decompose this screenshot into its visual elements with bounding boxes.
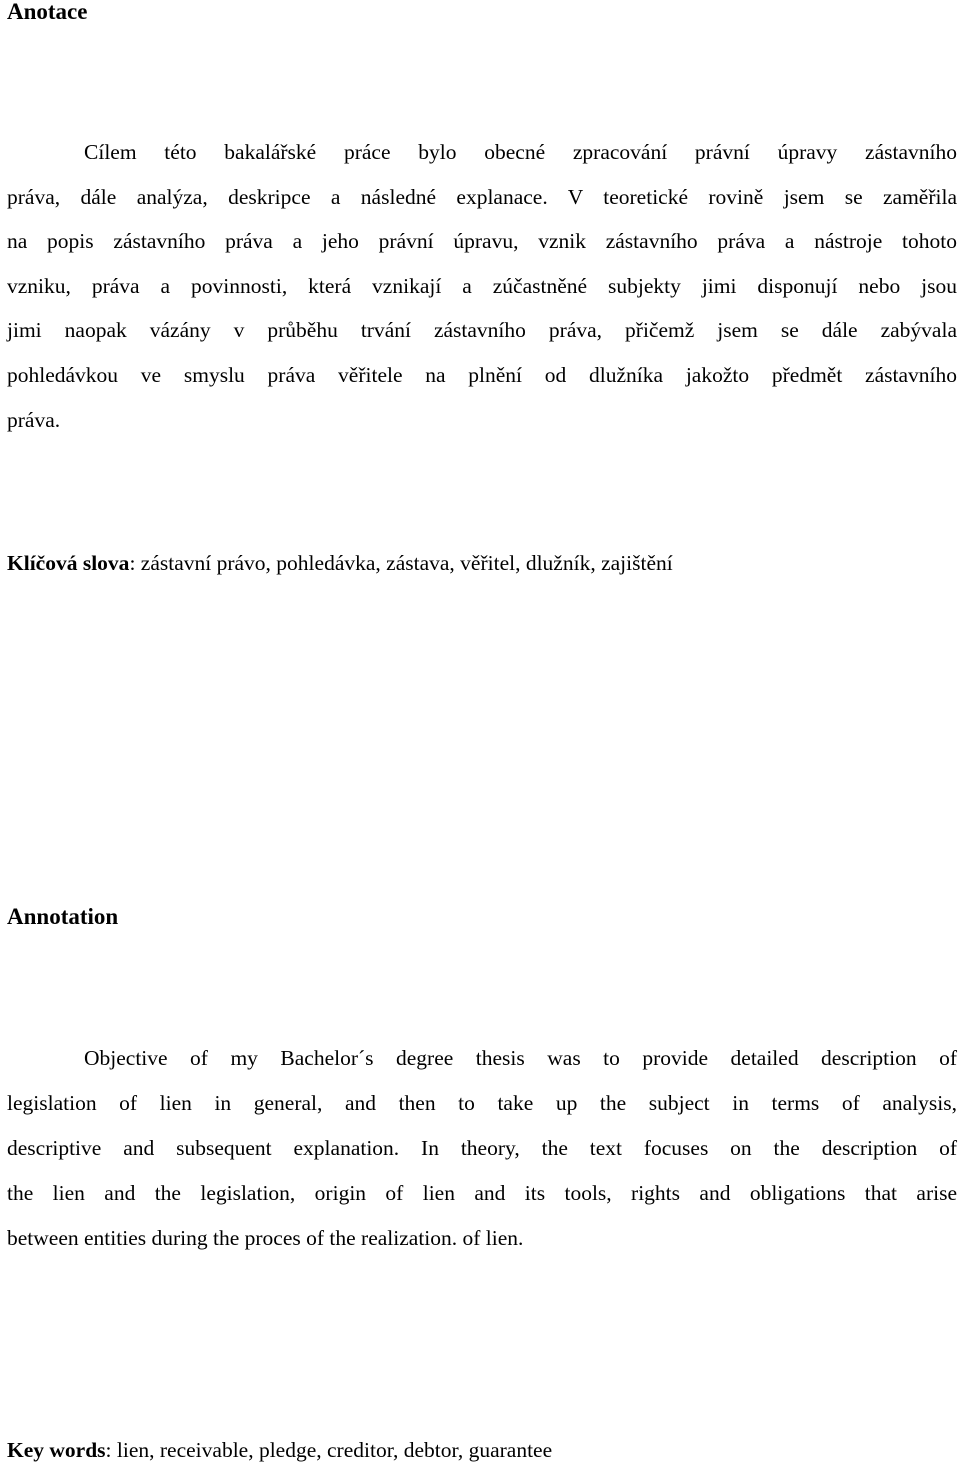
czech-abstract-paragraph xyxy=(7,130,957,442)
english-keywords-label: Key words xyxy=(7,1438,106,1462)
czech-abstract-line: práva. xyxy=(7,407,61,432)
english-keywords-text: : lien, receivable, pledge, creditor, debtor, guarantee xyxy=(105,1438,553,1462)
english-abstract-line: the lien and the legislation, origin of lien and its tools, rights and obligations that arise xyxy=(7,1180,957,1205)
czech-abstract-line: práva, dále analýza, deskripce a následné explanace. V teoretické rovině jsem se zaměřila xyxy=(7,184,957,209)
czech-abstract-line: jimi naopak vázány v průběhu trvání zástavního práva, přičemž jsem se dále zabývala xyxy=(7,318,957,343)
czech-keywords-label: Klíčová slova xyxy=(7,551,130,575)
english-keywords xyxy=(7,1436,552,1464)
czech-abstract-line: pohledávkou ve smyslu práva věřitele na plnění od dlužníka jakožto předmět zástavního xyxy=(7,362,957,387)
czech-abstract-line: na popis zástavního práva a jeho právní úpravu, vznik zástavního práva a nástroje tohoto xyxy=(7,229,957,254)
czech-keywords-text: : zástavní právo, pohledávka, zástava, věřitel, dlužník, zajištění xyxy=(129,551,673,575)
english-abstract-line: between entities during the proces of the realization. of lien. xyxy=(7,1225,524,1250)
czech-abstract-line: vzniku, práva a povinnosti, která vznikají a zúčastněné subjekty jimi disponují nebo jsou xyxy=(7,273,957,298)
czech-abstract-line: Cílem této bakalářské práce bylo obecné zpracování právní úpravy zástavního xyxy=(84,140,957,164)
english-abstract-heading: Annotation xyxy=(7,904,119,929)
english-abstract-paragraph xyxy=(7,1036,957,1261)
english-abstract-line: Objective of my Bachelor´s degree thesis was to provide detailed description of xyxy=(84,1046,957,1070)
english-abstract-line: descriptive and subsequent explanation. In theory, the text focuses on the description of xyxy=(7,1135,957,1160)
czech-abstract-heading: Anotace xyxy=(7,0,88,24)
english-abstract-line: legislation of lien in general, and then to take up the subject in terms of analysis, xyxy=(7,1090,957,1115)
czech-keywords xyxy=(7,549,673,577)
